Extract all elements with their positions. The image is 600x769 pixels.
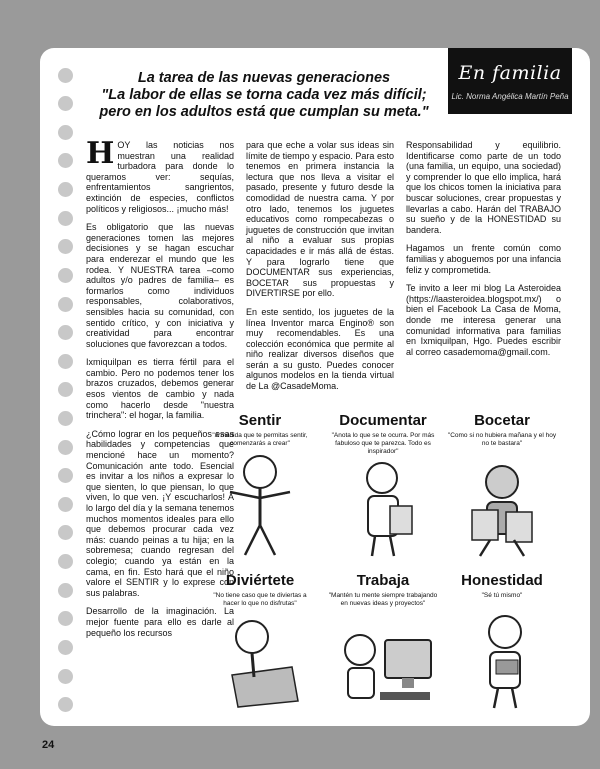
section-badge bbox=[448, 48, 572, 114]
headline-line-1: La tarea de las nuevas generaciones bbox=[137, 70, 391, 86]
illustration-title: Honestidad bbox=[461, 572, 543, 589]
binder-ring bbox=[58, 583, 73, 598]
binder-ring bbox=[58, 640, 73, 655]
page-number: 24 bbox=[42, 739, 55, 751]
paragraph: Hagamos un frente común como familias y aboguemos por una infancia feliz y comprometida. bbox=[406, 243, 561, 275]
article-column-2 bbox=[246, 140, 394, 400]
child-computer-icon bbox=[330, 620, 440, 710]
paragraph: En este sentido, los juguetes de la línea Inventor marca Engino® son muy recomendables. Es una colección económica que permite al niño realizar diversos diseños que serán a su gusto. Puedes conocer algunos modelos en la tienda virtual de La @CasadeMoma. bbox=[246, 306, 394, 392]
binder-ring bbox=[58, 697, 73, 712]
paragraph-text: OY las noticias nos muestran una realidad turbadora para donde lo queramos ver: sequías, enfrentamientos sangrientos, extinción de especies, conflictos políticos y religiosos... ¡mucho más! bbox=[86, 140, 234, 214]
paragraph: Es obligatorio que las nuevas generaciones tomen las mejores decisiones y se hagan escuchar para enderezar el mundo que les rodea. Y NUESTRA tarea –como adultos y/o padres de familia– es formarlos como individuos responsables, colaborativos, sensibles hacia su comunidad, con sentido crítico, y con iniciativa y creatividad para encontrar soluciones que favorezcan a todos. bbox=[86, 222, 234, 349]
child-painting-icon bbox=[222, 615, 302, 710]
binder-ring bbox=[58, 182, 73, 197]
paragraph: para que eche a volar sus ideas sin límite de tiempo y espacio. Para esto tenemos en primera instancia la lectura que nos lleva a visitar el pasado, presente y futuro desde la comodidad de nuestra cama. Y por otro lado, tenemos los juguetes educativos como rompecabezas o juguetes de construcción que invitan al niño a evaluar sus propias capacidades e ir más allá de éstas. Y para lograrlo tiene que DOCUMENTAR sus experiencias, BOCETAR sus propuestas y DIVERTIRSE por ello. bbox=[246, 140, 394, 299]
child-drawing-icon bbox=[462, 460, 542, 560]
binder-ring bbox=[58, 354, 73, 369]
illustration-quote: "Mantén tu mente siempre trabajando en nuevas ideas y proyectos" bbox=[328, 592, 438, 607]
child-writing-icon bbox=[350, 458, 420, 558]
paragraph: Ixmiquilpan es tierra fértil para el cambio. Pero no podemos tener los brazos cruzados, debemos generar esos vientos de cambio y nada como hacerlo desde "nuestra trinchera": el hogar, la familia. bbox=[86, 357, 234, 421]
paragraph: Desarrollo de la imaginación. La mejor fuente para ello es darle al pequeño los recursos bbox=[86, 606, 234, 638]
binder-ring bbox=[58, 153, 73, 168]
binder-ring bbox=[58, 497, 73, 512]
binder-ring bbox=[58, 382, 73, 397]
headline-line-3: pero en los adultos está que cumplan su meta." bbox=[99, 104, 429, 120]
binder-ring bbox=[58, 68, 73, 83]
binder-ring bbox=[58, 669, 73, 684]
illustration-title: Documentar bbox=[339, 412, 427, 429]
paragraph: Te invito a leer mi blog La Asteroidea (https://laasteroidea.blogspot.mx/) o bien el Facebook La Casa de Moma, donde me interesa generar una comunidad informativa para familias en Ixmiquilpan, Hgo. Puedes escribir al correo casademoma@gmail.com. bbox=[406, 283, 561, 357]
binder-ring bbox=[58, 611, 73, 626]
section-title: En familia bbox=[458, 62, 562, 84]
binder-ring bbox=[58, 211, 73, 226]
binder-ring bbox=[58, 440, 73, 455]
illustration-quote: "A medida que te permitas sentir, comenzarás a crear" bbox=[212, 432, 308, 447]
binder-ring bbox=[58, 554, 73, 569]
child-holding-paper-icon bbox=[470, 610, 540, 710]
binder-ring bbox=[58, 468, 73, 483]
illustration-quote: "Como si no hubiera mañana y el hoy no te bastara" bbox=[447, 432, 557, 447]
illustration-title: Sentir bbox=[238, 412, 282, 429]
drop-cap: H bbox=[86, 136, 115, 171]
illustration-title: Bocetar bbox=[474, 412, 530, 429]
illustration-title: Trabaja bbox=[356, 572, 410, 589]
illustration-quote: "No tiene caso que te diviertas a hacer lo que no disfrutas" bbox=[213, 592, 307, 607]
binder-ring bbox=[58, 96, 73, 111]
binder-ring bbox=[58, 239, 73, 254]
binder-ring bbox=[58, 325, 73, 340]
child-arms-open-icon bbox=[225, 450, 295, 560]
binder-ring bbox=[58, 268, 73, 283]
article-headline bbox=[84, 70, 444, 121]
article-column-3 bbox=[406, 140, 561, 365]
binder-ring bbox=[58, 297, 73, 312]
paragraph bbox=[86, 136, 234, 214]
paragraph: ¿Cómo lograr en los pequeños esas habilidades y competencias que mencioné hace un momento? Comunicación ante todo. Esencial es invitar a los niños a expresar lo que sienten, lo que piensan, lo que viven, lo que ven. ¡Y escucharlos! A lo largo del día y la semana tenemos muchos momentos ideales para ello que debemos procurar cada vez más: cuando peinas a tu hija; en la sobremesa; cuando regresan del colegio; cuando ya están en la cama, en fin. Esto hará que el niño valore el SENTIR y lo exprese con sus palabras. bbox=[86, 428, 234, 598]
headline-line-2: "La labor de ellas se torna cada vez más difícil; bbox=[101, 87, 427, 103]
paragraph: Responsabilidad y equilibrio. Identificarse como parte de un todo (una familia, un equipo, una sociedad) y comprender lo que ello implica, hará que los chicos tomen la iniciativa para buscar soluciones, crear propuestas y llevarlas a cabo. Harán del TRABAJO su sueño y de la HONESTIDAD su bandera. bbox=[406, 140, 561, 235]
article-column-1 bbox=[86, 136, 234, 646]
illustration-quote: "Anota lo que se te ocurra. Por más fabuloso que te parezca. Todo es inspirador" bbox=[331, 432, 435, 455]
binder-ring bbox=[58, 525, 73, 540]
binder-ring bbox=[58, 411, 73, 426]
illustration-quote: "Sé tú mismo" bbox=[481, 592, 523, 599]
binder-ring bbox=[58, 125, 73, 140]
author-name: Lic. Norma Angélica Martín Peña bbox=[451, 92, 569, 101]
illustration-title: Diviértete bbox=[225, 572, 295, 589]
